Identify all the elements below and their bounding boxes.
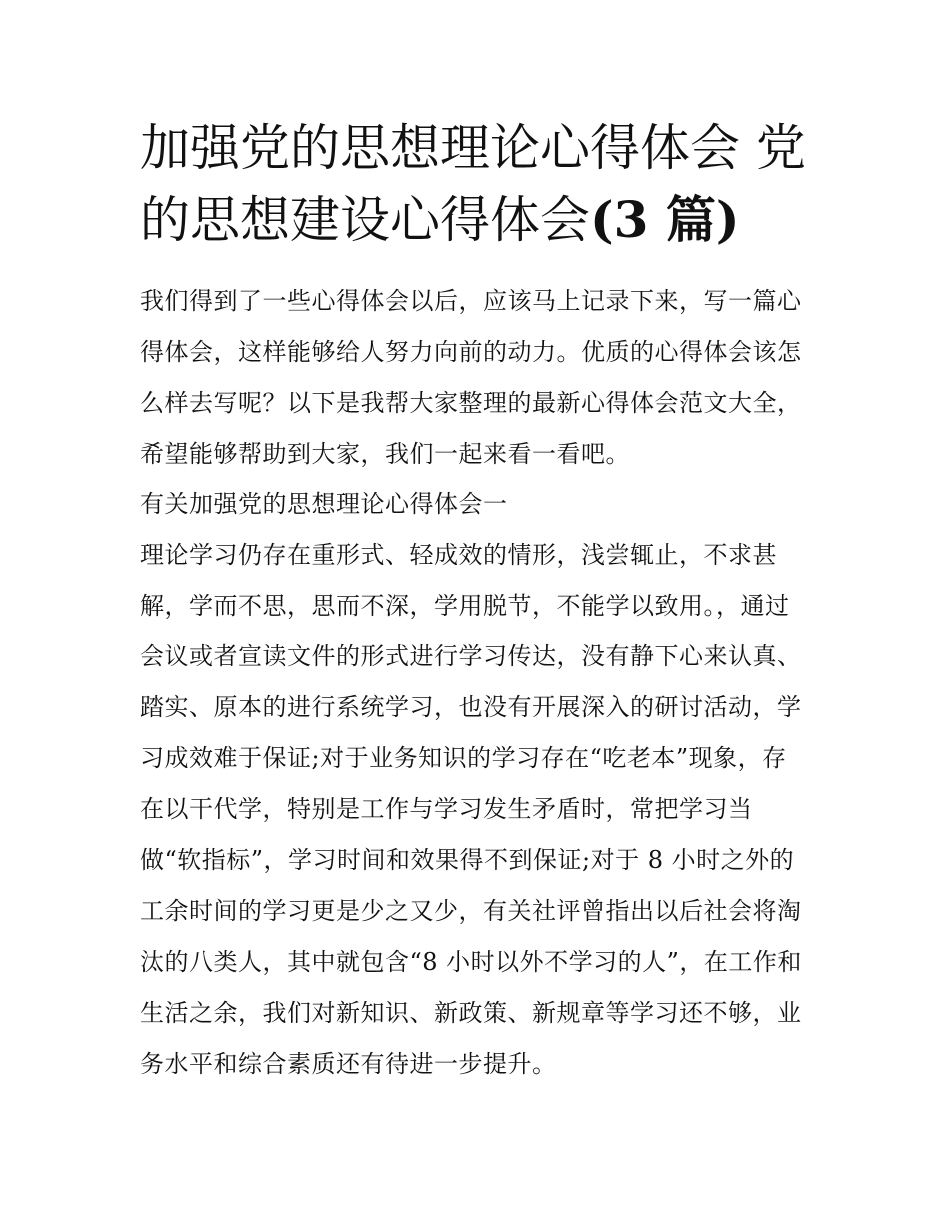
body-line-11: 务水平和综合素质还有待进一步提升。 (140, 1050, 557, 1078)
intro-line-2: 得体会，这样能够给人努力向前的动力。优质的心得体会该怎 (140, 338, 802, 366)
body-line-3: 会议或者宣读文件的形式进行学习传达，没有静下心来认真、 (140, 642, 802, 670)
title-line-2-text: 的思想建设心得体会 (140, 191, 590, 249)
body-line-4: 踏实、原本的进行系统学习，也没有开展深入的研讨活动，学 (140, 693, 802, 721)
body-line-8: 工余时间的学习更是少之又少，有关社评曾指出以后社会将淘 (140, 897, 802, 925)
title-line-2 (140, 184, 820, 256)
title-line-2-count: (3 篇) (590, 190, 740, 249)
body-line-1: 理论学习仍存在重形式、轻成效的情形，浅尝辄止，不求甚 (140, 541, 777, 569)
document-title (140, 112, 820, 256)
title-line-1: 加强党的思想理论心得体会 党 (140, 119, 806, 177)
body-line-2: 解，学而不思，思而不深，学用脱节，不能学以致用。，通过 (140, 592, 790, 620)
body-line-6: 在以干代学，特别是工作与学习发生矛盾时，常把学习当 (140, 795, 753, 823)
body-line-5: 习成效难于保证;对于业务知识的学习存在“吃老本”现象，存 (140, 744, 787, 772)
section-heading: 有关加强党的思想理论心得体会一 (140, 490, 508, 518)
body-line-7: 做“软指标”，学习时间和效果得不到保证;对于 8 小时之外的 (140, 846, 795, 874)
intro-line-4: 希望能够帮助到大家，我们一起来看一看吧。 (140, 440, 630, 468)
body-line-9: 汰的八类人，其中就包含“8 小时以外不学习的人”，在工作和 (140, 948, 802, 976)
intro-line-1: 我们得到了一些心得体会以后，应该马上记录下来，写一篇心 (140, 287, 802, 315)
body-line-10: 生活之余，我们对新知识、新政策、新规章等学习还不够，业 (140, 999, 802, 1027)
intro-line-3: 么样去写呢？以下是我帮大家整理的最新心得体会范文大全， (140, 389, 802, 417)
